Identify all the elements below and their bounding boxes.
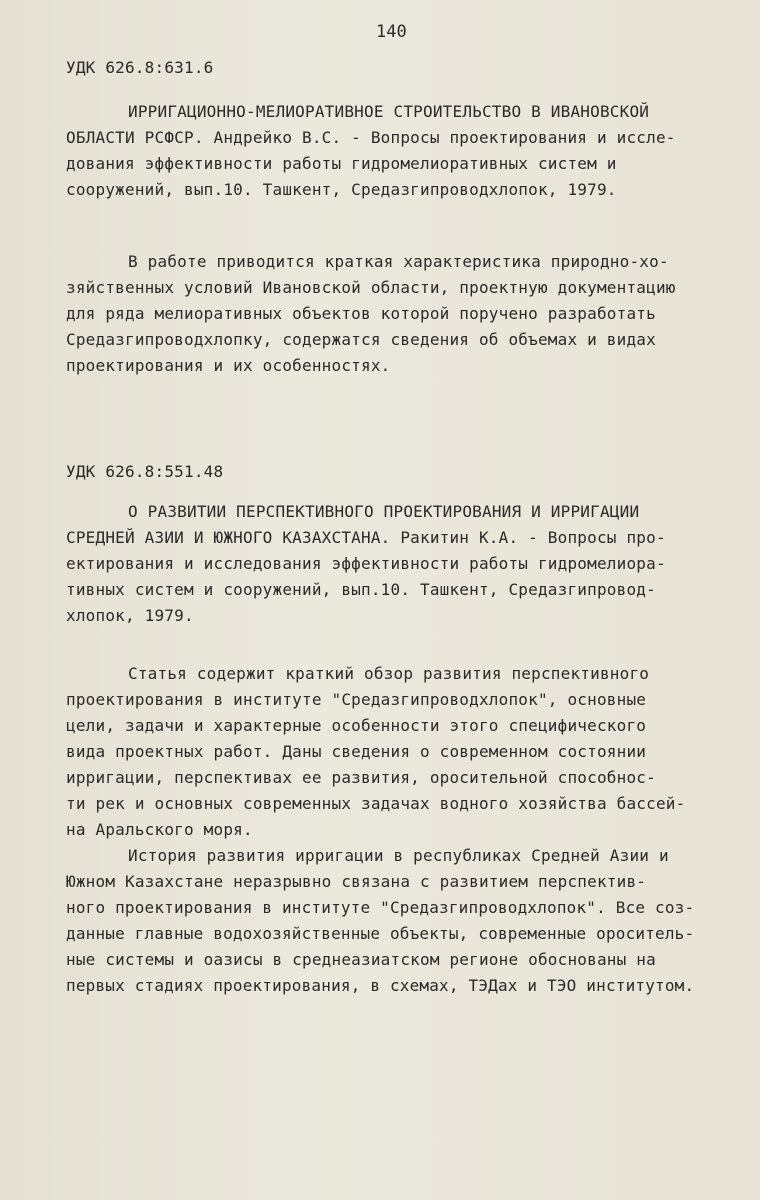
udk-code: УДК 626.8:631.6 — [66, 58, 214, 77]
entry-title-line: ектирования и исследования эффективности работы гидромелиора- — [66, 554, 666, 573]
entry-title-line: тивных систем и сооружений, вып.10. Ташкент, Средазгипровод- — [66, 580, 656, 599]
abstract-line: Средазгипроводхлопку, содержатся сведения об объемах и видах — [66, 330, 656, 349]
abstract-line: проектирования в институте "Средазгипроводхлопок", основные — [66, 690, 647, 709]
abstract-line: вида проектных работ. Даны сведения о современном состоянии — [66, 742, 647, 761]
entry-title-line: сооружений, вып.10. Ташкент, Средазгипроводхлопок, 1979. — [66, 180, 617, 199]
abstract-line: Южном Казахстане неразрывно связана с развитием перспектив- — [66, 872, 647, 891]
entry-title-line: ИРРИГАЦИОННО-МЕЛИОРАТИВНОЕ СТРОИТЕЛЬСТВО В ИВАНОВСКОЙ — [128, 102, 650, 121]
abstract-line: Статья содержит краткий обзор развития перспективного — [128, 664, 650, 683]
abstract-line: для ряда мелиоративных объектов которой поручено разработать — [66, 304, 656, 323]
page-number: 140 — [376, 22, 407, 42]
udk-code: УДК 626.8:551.48 — [66, 462, 224, 481]
abstract-line: данные главные водохозяйственные объекты, современные ороситель- — [66, 924, 695, 943]
abstract-line: проектирования и их особенностях. — [66, 356, 391, 375]
entry-title-line: О РАЗВИТИИ ПЕРСПЕКТИВНОГО ПРОЕКТИРОВАНИЯ И ИРРИГАЦИИ — [128, 502, 640, 521]
abstract-line: В работе приводится краткая характеристика природно-хо- — [128, 252, 669, 271]
entry-title-line: дования эффективности работы гидромелиоративных систем и — [66, 154, 617, 173]
abstract-line: ирригации, перспективах ее развития, оросительной способнос- — [66, 768, 656, 787]
entry-title-line: хлопок, 1979. — [66, 606, 194, 625]
entry-title-line: СРЕДНЕЙ АЗИИ И ЮЖНОГО КАЗАХСТАНА. Ракитин К.А. - Вопросы про- — [66, 528, 666, 547]
abstract-line: История развития ирригации в республиках Средней Азии и — [128, 846, 669, 865]
abstract-line: ного проектирования в институте "Средазгипроводхлопок". Все соз- — [66, 898, 695, 917]
abstract-line: ные системы и оазисы в среднеазиатском регионе обоснованы на — [66, 950, 656, 969]
entry-title-line: ОБЛАСТИ РСФСР. Андрейко В.С. - Вопросы проектирования и иссле- — [66, 128, 676, 147]
abstract-line: ти рек и основных современных задачах водного хозяйства бассей- — [66, 794, 686, 813]
abstract-line: цели, задачи и характерные особенности этого специфического — [66, 716, 647, 735]
abstract-line: на Аральского моря. — [66, 820, 253, 839]
abstract-line: зяйственных условий Ивановской области, проектную документацию — [66, 278, 676, 297]
abstract-line: первых стадиях проектирования, в схемах, ТЭДах и ТЭО институтом. — [66, 976, 695, 995]
